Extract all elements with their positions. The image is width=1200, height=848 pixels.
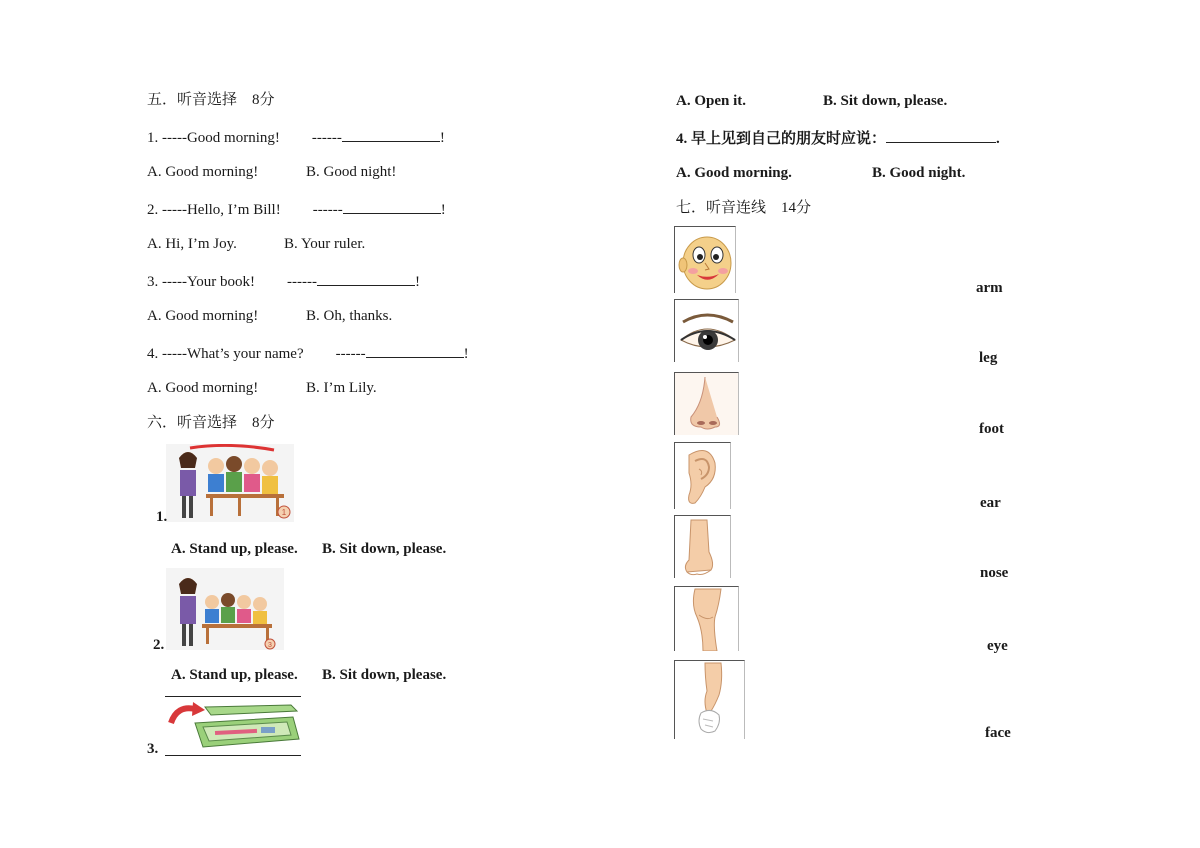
question-6-4-prompt: 4. 早上见到自己的朋友时应说： bbox=[676, 131, 887, 147]
picture-2-badge: 3 bbox=[268, 642, 272, 649]
question-1-option-a[interactable]: A. Good morning! bbox=[147, 164, 259, 180]
picture-question-3-option-a[interactable]: A. Open it. bbox=[676, 93, 747, 109]
word-nose[interactable]: nose bbox=[980, 565, 1009, 581]
question-1-end: ! bbox=[439, 130, 445, 146]
question-2-blank[interactable] bbox=[343, 199, 441, 214]
question-1-prompt: 1. -----Good morning! bbox=[147, 130, 280, 146]
question-6-4-option-a[interactable]: A. Good morning. bbox=[676, 165, 792, 181]
classroom-picture-1 bbox=[166, 444, 294, 522]
question-4-dash: ------ bbox=[335, 346, 366, 362]
question-3-option-a[interactable]: A. Good morning! bbox=[147, 308, 259, 324]
word-foot[interactable]: foot bbox=[979, 421, 1004, 437]
foot-picture[interactable] bbox=[674, 515, 731, 578]
question-4-option-b[interactable]: B. I’m Lily. bbox=[306, 380, 377, 396]
question-4-end: ! bbox=[463, 346, 469, 362]
word-ear[interactable]: ear bbox=[980, 495, 1001, 511]
question-1-dash: ------ bbox=[311, 130, 342, 146]
word-arm[interactable]: arm bbox=[976, 280, 1003, 296]
question-3-end: ! bbox=[415, 274, 421, 290]
arm-picture[interactable] bbox=[674, 660, 745, 739]
eye-picture[interactable] bbox=[674, 299, 739, 362]
question-3-blank[interactable] bbox=[317, 271, 415, 286]
question-6-4-line bbox=[676, 128, 1000, 148]
section7-title: 七．听音连线 14分 bbox=[676, 200, 812, 216]
word-eye[interactable]: eye bbox=[987, 638, 1008, 654]
question-3-prompt: 3. -----Your book! bbox=[147, 274, 256, 290]
picture-question-1-option-b[interactable]: B. Sit down, please. bbox=[322, 541, 447, 557]
picture-question-3-option-b[interactable]: B. Sit down, please. bbox=[823, 93, 948, 109]
section6-title: 六．听音选择 8分 bbox=[147, 415, 275, 431]
pencil-box-picture bbox=[165, 696, 301, 756]
nose-picture[interactable] bbox=[674, 372, 739, 435]
question-6-4-end: . bbox=[996, 131, 1000, 147]
picture-question-2-number: 2. bbox=[153, 637, 165, 653]
picture-question-1-number: 1. bbox=[156, 509, 168, 525]
question-6-4-option-b[interactable]: B. Good night. bbox=[872, 165, 966, 181]
picture-question-1-option-a[interactable]: A. Stand up, please. bbox=[171, 541, 298, 557]
leg-picture[interactable] bbox=[674, 586, 739, 651]
word-face[interactable]: face bbox=[985, 725, 1011, 741]
question-6-4-blank[interactable] bbox=[886, 128, 996, 143]
question-3-option-b[interactable]: B. Oh, thanks. bbox=[306, 308, 393, 324]
question-4-line bbox=[147, 343, 469, 363]
question-2-end: ! bbox=[440, 202, 446, 218]
question-2-dash: ------ bbox=[312, 202, 343, 218]
picture-question-2-option-b[interactable]: B. Sit down, please. bbox=[322, 667, 447, 683]
question-2-line bbox=[147, 199, 446, 219]
question-1-option-b[interactable]: B. Good night! bbox=[306, 164, 397, 180]
question-4-blank[interactable] bbox=[366, 343, 464, 358]
question-4-option-a[interactable]: A. Good morning! bbox=[147, 380, 259, 396]
question-1-blank[interactable] bbox=[342, 127, 440, 142]
question-2-option-b[interactable]: B. Your ruler. bbox=[284, 236, 366, 252]
face-picture[interactable] bbox=[674, 226, 736, 293]
word-leg[interactable]: leg bbox=[979, 350, 998, 366]
classroom-picture-2 bbox=[166, 568, 284, 650]
question-4-prompt: 4. -----What’s your name? bbox=[147, 346, 304, 362]
question-3-line bbox=[147, 271, 420, 291]
ear-picture[interactable] bbox=[674, 442, 731, 509]
question-2-prompt: 2. -----Hello, I’m Bill! bbox=[147, 202, 281, 218]
question-2-option-a[interactable]: A. Hi, I’m Joy. bbox=[147, 236, 237, 252]
picture-question-2-option-a[interactable]: A. Stand up, please. bbox=[171, 667, 298, 683]
question-1-line bbox=[147, 127, 445, 147]
section5-title: 五．听音选择 8分 bbox=[147, 92, 275, 108]
picture-1-badge: 1 bbox=[281, 508, 287, 517]
question-3-dash: ------ bbox=[287, 274, 318, 290]
picture-question-3-number: 3. bbox=[147, 741, 159, 757]
